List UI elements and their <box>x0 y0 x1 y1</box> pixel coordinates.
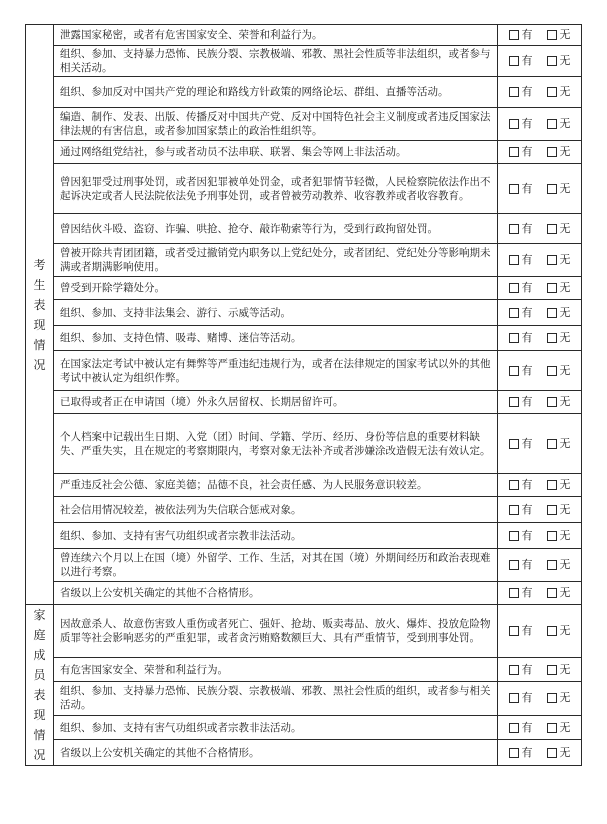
item-text: 社会信用情况较差，被依法列为失信联合惩戒对象。 <box>54 497 498 523</box>
yes-no-options <box>498 582 582 605</box>
yes-label: 有 <box>521 586 533 599</box>
checklist-row <box>26 658 582 682</box>
no-checkbox[interactable] <box>547 184 557 194</box>
no-label: 无 <box>559 691 571 705</box>
yes-checkbox[interactable] <box>509 560 519 570</box>
item-text: 有危害国家安全、荣誉和利益行为。 <box>54 658 498 682</box>
yes-checkbox[interactable] <box>509 748 519 758</box>
yes-label: 有 <box>521 745 533 759</box>
item-text: 曾因结伙斗殴、盗窃、诈骗、哄抢、抢夺、敲诈勒索等行为，受到行政拘留处罚。 <box>54 214 498 244</box>
yes-no-options <box>498 474 582 497</box>
no-label: 无 <box>559 436 571 450</box>
no-label: 无 <box>559 281 571 294</box>
yes-checkbox[interactable] <box>509 119 519 129</box>
checklist-row <box>26 25 582 46</box>
section-label <box>26 605 54 766</box>
yes-label: 有 <box>521 253 533 266</box>
yes-no-options <box>498 300 582 326</box>
checklist-row <box>26 141 582 164</box>
no-label: 无 <box>559 181 571 195</box>
item-text: 编造、制作、发表、出版、传播反对中国共产党、反对中国特色社会主义制度或者违反国家法律法规的有害信息，或者参加国家禁止的政治性组织等。 <box>54 108 498 141</box>
yes-label: 有 <box>521 331 533 344</box>
no-label: 无 <box>559 145 571 158</box>
no-checkbox[interactable] <box>547 366 557 376</box>
yes-no-options <box>498 740 582 766</box>
yes-checkbox[interactable] <box>509 333 519 343</box>
checklist-row <box>26 740 582 766</box>
checklist-row <box>26 474 582 497</box>
no-checkbox[interactable] <box>547 255 557 265</box>
no-checkbox[interactable] <box>547 748 557 758</box>
no-checkbox[interactable] <box>547 626 557 636</box>
no-checkbox[interactable] <box>547 30 557 40</box>
yes-no-options <box>498 715 582 740</box>
yes-checkbox[interactable] <box>509 665 519 675</box>
yes-label: 有 <box>521 181 533 195</box>
yes-label: 有 <box>521 624 533 638</box>
yes-no-options <box>498 523 582 549</box>
yes-label: 有 <box>521 281 533 294</box>
yes-checkbox[interactable] <box>509 87 519 97</box>
no-label: 无 <box>559 363 571 377</box>
yes-no-options <box>498 77 582 108</box>
yes-no-options <box>498 141 582 164</box>
item-text: 组织、参加、支持有害气功组织或者宗教非法活动。 <box>54 715 498 740</box>
yes-label: 有 <box>521 28 533 41</box>
no-checkbox[interactable] <box>547 480 557 490</box>
no-checkbox[interactable] <box>547 531 557 541</box>
no-checkbox[interactable] <box>547 333 557 343</box>
no-label: 无 <box>559 395 571 408</box>
yes-checkbox[interactable] <box>509 283 519 293</box>
no-label: 无 <box>559 478 571 491</box>
checklist-row <box>26 300 582 326</box>
no-label: 无 <box>559 558 571 571</box>
item-text: 组织、参加、支持暴力恐怖、民族分裂、宗教极端、邪教、黑社会性质的组织，或者参与相关活动。 <box>54 681 498 715</box>
no-checkbox[interactable] <box>547 588 557 598</box>
yes-label: 有 <box>521 54 533 67</box>
checklist-row <box>26 549 582 582</box>
yes-checkbox[interactable] <box>509 693 519 703</box>
checklist-row <box>26 326 582 351</box>
no-label: 无 <box>559 662 571 676</box>
yes-label: 有 <box>521 720 533 734</box>
yes-no-options <box>498 244 582 277</box>
no-label: 无 <box>559 720 571 734</box>
yes-checkbox[interactable] <box>509 397 519 407</box>
yes-checkbox[interactable] <box>509 255 519 265</box>
yes-checkbox[interactable] <box>509 439 519 449</box>
yes-label: 有 <box>521 691 533 705</box>
item-text: 已取得或者正在申请国（境）外永久居留权、长期居留许可。 <box>54 391 498 414</box>
no-label: 无 <box>559 331 571 344</box>
item-text: 组织、参加、支持色情、吸毒、赌博、迷信等活动。 <box>54 326 498 351</box>
yes-no-options <box>498 326 582 351</box>
no-label: 无 <box>559 117 571 130</box>
yes-no-options <box>498 164 582 214</box>
no-checkbox[interactable] <box>547 439 557 449</box>
checklist-row <box>26 681 582 715</box>
checklist-row <box>26 605 582 658</box>
item-text: 泄露国家秘密，或者有危害国家安全、荣誉和利益行为。 <box>54 25 498 46</box>
yes-checkbox[interactable] <box>509 366 519 376</box>
yes-checkbox[interactable] <box>509 723 519 733</box>
checklist-row <box>26 108 582 141</box>
section-label-text: 考生表现情况 <box>33 257 46 372</box>
yes-no-options <box>498 108 582 141</box>
item-text: 个人档案中记载出生日期、入党（团）时间、学籍、学历、经历、身份等信息的重要材料缺失、严重失实，且在规定的考察期限内，考察对象无法补齐或者涉嫌涂改造假无法有效认定。 <box>54 414 498 474</box>
yes-label: 有 <box>521 502 533 516</box>
yes-checkbox[interactable] <box>509 505 519 515</box>
item-text: 严重违反社会公德、家庭美德；品德不良，社会责任感、为人民服务意识较差。 <box>54 474 498 497</box>
yes-label: 有 <box>521 85 533 98</box>
item-text: 曾受到开除学籍处分。 <box>54 277 498 300</box>
checklist-row <box>26 351 582 391</box>
yes-no-options <box>498 351 582 391</box>
item-text: 曾因犯罪受过刑事处罚，或者因犯罪被单处罚金，或者犯罪情节轻微，人民检察院依法作出不起诉决定或者人民法院依法免予刑事处罚，或者曾被劳动教养、收容教养或者收容教育。 <box>54 164 498 214</box>
item-text: 曾被开除共青团团籍，或者受过撤销党内职务以上党纪处分，或者团纪、党纪处分等影响期未满或者期满影响使用。 <box>54 244 498 277</box>
yes-label: 有 <box>521 221 533 235</box>
yes-no-options <box>498 497 582 523</box>
yes-label: 有 <box>521 436 533 450</box>
yes-label: 有 <box>521 662 533 676</box>
yes-checkbox[interactable] <box>509 184 519 194</box>
yes-no-options <box>498 681 582 715</box>
checklist-row <box>26 77 582 108</box>
no-label: 无 <box>559 28 571 41</box>
checklist-row <box>26 414 582 474</box>
item-text: 在国家法定考试中被认定有舞弊等严重违纪违规行为，或者在法律规定的国家考试以外的其他考试中被认定为组织作弊。 <box>54 351 498 391</box>
no-checkbox[interactable] <box>547 283 557 293</box>
yes-label: 有 <box>521 117 533 130</box>
checklist-row <box>26 582 582 605</box>
yes-label: 有 <box>521 558 533 571</box>
yes-no-options <box>498 549 582 582</box>
yes-checkbox[interactable] <box>509 56 519 66</box>
yes-checkbox[interactable] <box>509 588 519 598</box>
no-checkbox[interactable] <box>547 397 557 407</box>
yes-no-options <box>498 25 582 46</box>
section-label-text: 家庭成员表现情况 <box>33 608 46 762</box>
yes-label: 有 <box>521 145 533 158</box>
checklist-row <box>26 391 582 414</box>
yes-checkbox[interactable] <box>509 626 519 636</box>
no-label: 无 <box>559 586 571 599</box>
no-label: 无 <box>559 85 571 98</box>
yes-no-options <box>498 277 582 300</box>
yes-label: 有 <box>521 478 533 491</box>
checklist-row <box>26 277 582 300</box>
yes-checkbox[interactable] <box>509 308 519 318</box>
no-label: 无 <box>559 305 571 319</box>
item-text: 组织、参加、支持非法集会、游行、示威等活动。 <box>54 300 498 326</box>
section-label <box>26 25 54 605</box>
no-checkbox[interactable] <box>547 308 557 318</box>
yes-no-options <box>498 46 582 77</box>
no-label: 无 <box>559 528 571 542</box>
yes-no-options <box>498 414 582 474</box>
no-label: 无 <box>559 253 571 266</box>
no-checkbox[interactable] <box>547 665 557 675</box>
checklist-row <box>26 214 582 244</box>
no-checkbox[interactable] <box>547 87 557 97</box>
no-checkbox[interactable] <box>547 56 557 66</box>
yes-label: 有 <box>521 363 533 377</box>
item-text: 曾连续六个月以上在国（境）外留学、工作、生活，对其在国（境）外期间经历和政治表现难以进行考察。 <box>54 549 498 582</box>
no-label: 无 <box>559 221 571 235</box>
yes-no-options <box>498 391 582 414</box>
item-text: 省级以上公安机关确定的其他不合格情形。 <box>54 740 498 766</box>
no-checkbox[interactable] <box>547 693 557 703</box>
checklist-row <box>26 523 582 549</box>
item-text: 省级以上公安机关确定的其他不合格情形。 <box>54 582 498 605</box>
item-text: 组织、参加、支持有害气功组织或者宗教非法活动。 <box>54 523 498 549</box>
no-checkbox[interactable] <box>547 119 557 129</box>
no-label: 无 <box>559 502 571 516</box>
yes-checkbox[interactable] <box>509 30 519 40</box>
checklist-row <box>26 164 582 214</box>
item-text: 组织、参加、支持暴力恐怖、民族分裂、宗教极端、邪教、黑社会性质等非法组织，或者参与相关活动。 <box>54 46 498 77</box>
checklist-row <box>26 497 582 523</box>
item-text: 因故意杀人、故意伤害致人重伤或者死亡、强奸、抢劫、贩卖毒品、放火、爆炸、投放危险物质罪等社会影响恶劣的严重犯罪，或者贪污贿赂数额巨大、具有严重情节，受到刑事处罚。 <box>54 605 498 658</box>
yes-label: 有 <box>521 395 533 408</box>
item-text: 组织、参加反对中国共产党的理论和路线方针政策的网络论坛、群组、直播等活动。 <box>54 77 498 108</box>
yes-no-options <box>498 214 582 244</box>
no-label: 无 <box>559 745 571 759</box>
no-label: 无 <box>559 54 571 67</box>
yes-checkbox[interactable] <box>509 531 519 541</box>
no-checkbox[interactable] <box>547 723 557 733</box>
yes-label: 有 <box>521 528 533 542</box>
checklist-row <box>26 244 582 277</box>
no-checkbox[interactable] <box>547 147 557 157</box>
yes-label: 有 <box>521 305 533 319</box>
yes-checkbox[interactable] <box>509 147 519 157</box>
conduct-checklist-table <box>25 24 582 766</box>
checklist-body <box>26 25 582 766</box>
no-checkbox[interactable] <box>547 560 557 570</box>
no-label: 无 <box>559 624 571 638</box>
no-checkbox[interactable] <box>547 224 557 234</box>
no-checkbox[interactable] <box>547 505 557 515</box>
yes-no-options <box>498 605 582 658</box>
checklist-row <box>26 715 582 740</box>
item-text: 通过网络组党结社，参与或者动员不法串联、联署、集会等网上非法活动。 <box>54 141 498 164</box>
checklist-row <box>26 46 582 77</box>
yes-checkbox[interactable] <box>509 480 519 490</box>
yes-no-options <box>498 658 582 682</box>
yes-checkbox[interactable] <box>509 224 519 234</box>
